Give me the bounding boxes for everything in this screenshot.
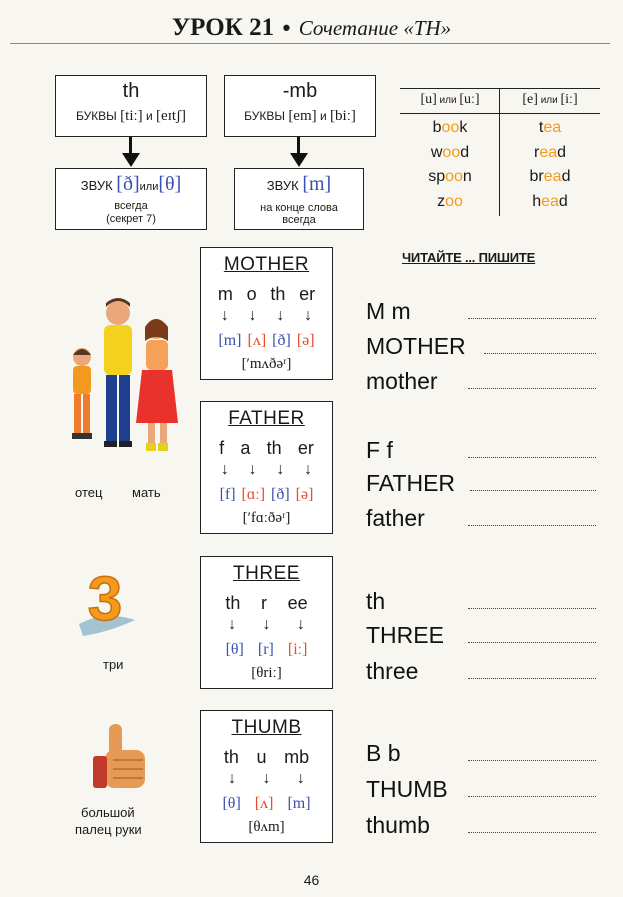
th-letters-label: БУКВЫ [75,109,117,123]
highlighted-vowels: oo [445,192,463,210]
mb-arrow-down-icon [290,153,308,167]
vowel-table [400,88,600,216]
highlighted-vowels: oo [442,143,461,161]
caption-father: отец [75,485,103,500]
vowel-right-column [500,116,600,214]
family-illustration-icon [62,295,182,460]
card-letter: o [246,284,257,304]
card-sounds [201,486,332,504]
card-sound: [f] [219,486,236,503]
vowel-example-word [400,141,500,166]
card-title: MOTHER [223,254,310,275]
card-sounds [201,795,332,813]
mb-sound-m: [m] [302,173,332,195]
card-letter: th [225,593,241,613]
writing-line[interactable] [468,525,596,526]
down-arrow-icon: ↓ [248,307,257,324]
card-letters [201,593,332,614]
card-transcription: [θriː] [251,665,282,681]
down-arrow-icon: ↓ [228,616,237,633]
card-sound: [ʌ] [247,332,267,349]
card-sound: [ð] [271,486,290,503]
card-title: THUMB [231,717,302,738]
caption-three: три [103,657,124,672]
highlighted-vowels: ea [539,143,558,161]
down-arrow-icon: ↓ [304,461,313,478]
word-part: b [432,119,442,136]
down-arrow-icon: ↓ [296,770,305,787]
mb-letters [225,108,375,125]
mb-heading: -mb [282,80,318,102]
read-write-heading: ЧИТАЙТЕ ... ПИШИТЕ [402,250,536,265]
highlighted-vowels: ea [541,192,559,210]
practice-word: F f [366,437,393,463]
th-heading: th [122,80,140,102]
practice-word: MOTHER [366,333,466,359]
word-card-three [200,556,333,689]
practice-word: mother [366,368,438,394]
card-sound: [ɑː] [241,486,266,503]
word-card-mother [200,247,333,380]
page-header [0,14,623,42]
practice-word: FATHER [366,470,456,496]
word-part: z [437,192,446,210]
card-title: THREE [233,563,300,584]
th-sound-or: или [139,181,159,193]
highlighted-vowels: ea [543,168,562,185]
vowel-col1-head [400,92,500,108]
practice-word: B b [366,740,401,766]
card-sound: [ə] [296,332,315,349]
mb-and: и [319,109,327,123]
card-transcription: [′mʌðəʳ] [241,356,292,372]
th-sound [56,173,206,196]
card-letter: th [266,438,282,458]
writing-line[interactable] [468,388,596,389]
th-sound-voiced: [ð] [116,173,140,195]
writing-line[interactable] [468,457,596,458]
card-arrows [201,307,332,325]
word-card-thumb [200,710,333,843]
th-sound-label: ЗВУК [80,178,113,193]
th-sound-voiceless: [θ] [158,173,182,195]
card-letter: mb [284,747,310,767]
down-arrow-icon: ↓ [220,307,229,324]
caption-thumb-line2: палец руки [75,822,142,837]
practice-word: three [366,658,419,684]
practice-word: th [366,588,386,614]
word-part: br [529,168,544,185]
word-part: d [561,168,571,185]
svg-text:3: 3 [87,565,123,634]
th-sound-box [55,168,207,230]
vowel-table-top-rule [400,88,600,89]
th-note-secret: (секрет 7) [106,213,156,225]
writing-line[interactable] [468,832,596,833]
card-letter: m [217,284,233,304]
vowel-col1-long: [uː] [459,92,480,107]
down-arrow-icon: ↓ [228,770,237,787]
writing-line[interactable] [470,490,596,491]
practice-word: thumb [366,812,430,838]
card-letter: u [256,747,267,767]
vowel-left-column [400,116,500,214]
writing-line[interactable] [468,318,596,319]
mb-letters-box [224,75,376,137]
mb-letter-b: [biː] [330,108,356,124]
mb-sound-box [234,168,364,230]
practice-word: father [366,505,425,531]
vowel-example-word [500,190,600,215]
practice-word: THREE [366,622,444,648]
card-sound: [r] [257,641,274,658]
mb-letters-label: БУКВЫ [244,109,285,123]
down-arrow-icon: ↓ [276,461,285,478]
vowel-col2-head [500,92,600,108]
word-part: sp [428,168,446,185]
card-letter: r [260,593,267,613]
down-arrow-icon: ↓ [304,307,313,324]
practice-word: THUMB [366,776,448,802]
card-letter: er [297,438,314,458]
highlighted-vowels: ea [543,119,562,136]
th-arrow-down-icon [122,153,140,167]
word-part: d [557,143,567,161]
card-letters [201,747,332,768]
lesson-subtitle: Сочетание «ТН» [298,16,452,40]
card-sound: [m] [287,795,311,812]
card-arrows [201,616,332,634]
vowel-example-word [500,116,600,141]
card-letter: th [223,747,239,767]
card-sound: [ʌ] [254,795,274,812]
writing-line[interactable] [468,608,596,609]
down-arrow-icon: ↓ [262,770,271,787]
card-sounds [201,332,332,350]
caption-thumb-line1: большой [81,805,135,820]
card-arrows [201,461,332,479]
mb-sound-label: ЗВУК [266,178,299,193]
writing-line[interactable] [468,760,596,761]
word-part: w [430,143,443,161]
title-bullet: • [282,15,291,40]
writing-line[interactable] [468,796,596,797]
thumbs-up-illustration-icon [93,720,153,792]
down-arrow-icon: ↓ [248,461,257,478]
card-letter: a [240,438,251,458]
page-number: 46 [303,872,320,888]
vowel-col1-or: или [439,95,457,106]
highlighted-vowels: oo [445,168,463,185]
vowel-col2-or: или [540,95,558,106]
down-arrow-icon: ↓ [220,461,229,478]
caption-mother: мать [132,485,161,500]
th-letter-t: [tiː] [120,108,143,124]
writing-line[interactable] [484,353,596,354]
card-letters [201,438,332,459]
word-part: h [532,192,542,210]
card-arrows [201,770,332,788]
word-part: d [460,143,470,161]
card-transcription: [′fɑːðəʳ] [242,510,291,526]
lesson-title: УРОК 21 [171,14,275,41]
card-transcription: [θʌm] [248,819,285,835]
th-letter-h: [eɪtʃ] [156,108,187,124]
mb-sound [235,173,363,196]
highlighted-vowels: oo [441,119,460,136]
header-rule [10,43,610,44]
th-letters [56,108,206,125]
word-part: d [558,192,568,210]
word-part: n [462,168,472,185]
card-title: FATHER [228,408,305,429]
word-part: k [459,119,468,136]
card-letter: f [219,438,225,458]
number-three-illustration-icon [75,562,145,642]
card-sound: [ə] [295,486,314,503]
writing-line[interactable] [468,678,596,679]
mb-note-always: всегда [282,214,316,226]
word-card-father [200,401,333,534]
card-letter: th [270,284,286,304]
card-sound: [ð] [272,332,291,349]
card-letters [201,284,332,305]
mb-letter-m: [em] [288,108,317,124]
vowel-col2-long: [iː] [560,92,578,107]
word-part: r [533,143,540,161]
card-sounds [201,641,332,659]
card-sound: [iː] [287,641,308,658]
card-letter: ee [287,593,308,613]
vowel-example-word [400,165,500,190]
mb-note-end: на конце слова [260,202,338,214]
vowel-col2-short: [e] [522,92,538,107]
card-sound: [θ] [225,641,244,658]
vowel-example-word [500,165,600,190]
down-arrow-icon: ↓ [296,616,305,633]
card-sound: [θ] [222,795,241,812]
vowel-example-word [400,190,500,215]
writing-line[interactable] [468,642,596,643]
down-arrow-icon: ↓ [276,307,285,324]
th-note-always: всегда [114,200,148,212]
practice-word: M m [366,298,411,324]
card-sound: [m] [218,332,242,349]
word-part: t [538,119,544,136]
vowel-example-word [500,141,600,166]
card-letter: er [299,284,316,304]
vowel-table-head-rule [400,113,600,114]
th-and: и [146,109,153,123]
vowel-col1-short: [u] [420,92,437,107]
down-arrow-icon: ↓ [262,616,271,633]
vowel-example-word [400,116,500,141]
th-letters-box [55,75,207,137]
